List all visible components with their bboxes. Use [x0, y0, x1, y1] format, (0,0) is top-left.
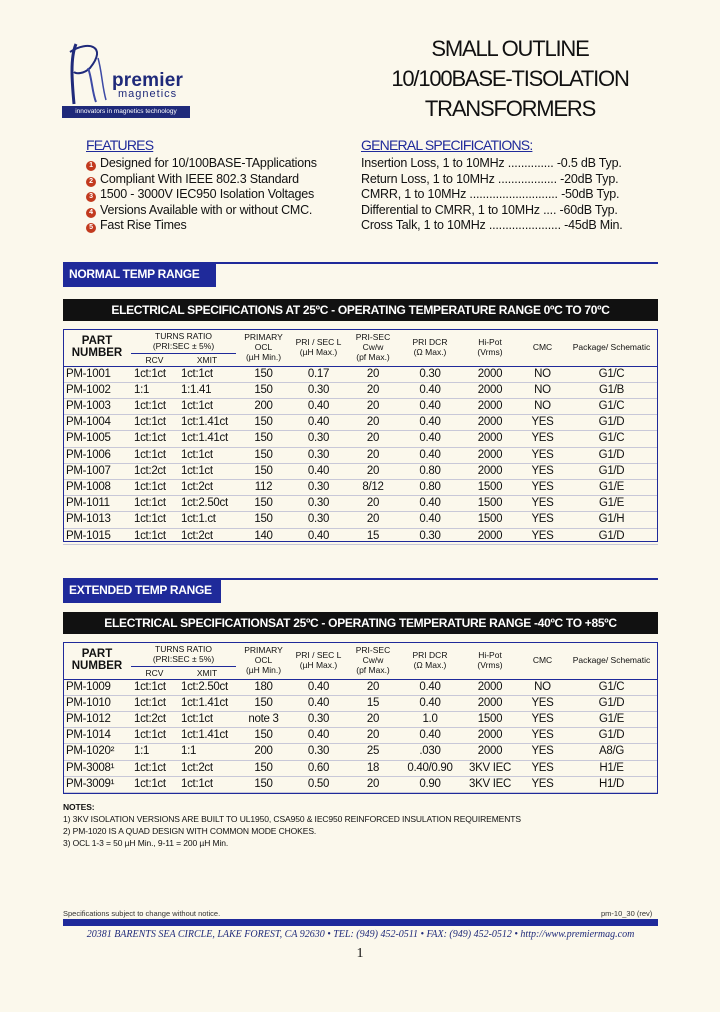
cell-dcr: .030 — [400, 744, 460, 760]
table-row — [63, 711, 658, 727]
cell-turns-rcv: 1:1 — [131, 744, 178, 760]
cell-ll: 0.30 — [291, 512, 346, 528]
header-turns-ratio: TURNS RATIO (PRI:SEC ± 5%) — [131, 329, 236, 353]
cell-part-number: PM-1001 — [63, 366, 131, 382]
cell-hipot: 2000 — [460, 447, 520, 463]
cell-dcr: 0.40 — [400, 695, 460, 711]
cell-ocl: 150 — [236, 366, 291, 382]
cell-turns-xmit: 1ct:2.50ct — [178, 496, 236, 512]
cell-ll: 0.40 — [291, 398, 346, 414]
features-list — [86, 156, 317, 234]
cell-dcr: 0.40 — [400, 679, 460, 695]
cell-package: G1/C — [565, 366, 658, 382]
bullet-number-icon: 4 — [86, 208, 96, 218]
header-ll: PRI / SEC L (µH Max.) — [291, 329, 346, 366]
cell-hipot: 2000 — [460, 366, 520, 382]
cell-turns-rcv: 1ct:1ct — [131, 447, 178, 463]
cell-package: G1/D — [565, 728, 658, 744]
header-turns-ratio: TURNS RATIO (PRI:SEC ± 5%) — [131, 642, 236, 666]
cell-package: G1/E — [565, 479, 658, 495]
notes-heading: NOTES: — [63, 802, 95, 812]
cell-turns-xmit: 1ct:1ct — [178, 398, 236, 414]
normal-temp-range-label: NORMAL TEMP RANGE — [63, 262, 216, 287]
cell-ll: 0.40 — [291, 679, 346, 695]
cell-part-number: PM-1015 — [63, 528, 131, 544]
cell-part-number: PM-3009¹ — [63, 776, 131, 792]
page-title — [340, 34, 680, 124]
cell-cmc: YES — [520, 463, 565, 479]
cell-ocl: 140 — [236, 528, 291, 544]
bullet-number-icon: 1 — [86, 161, 96, 171]
cell-hipot: 2000 — [460, 695, 520, 711]
cell-cww: 20 — [346, 415, 400, 431]
title-line-1: SMALL OUTLINE — [431, 36, 589, 61]
cell-hipot: 3KV IEC — [460, 776, 520, 792]
cell-turns-rcv: 1ct:2ct — [131, 463, 178, 479]
header-package: Package/ Schematic — [565, 642, 658, 679]
cell-cww: 20 — [346, 398, 400, 414]
cell-turns-xmit: 1ct:2ct — [178, 760, 236, 776]
cell-turns-xmit: 1ct:1ct — [178, 447, 236, 463]
cell-part-number: PM-1002 — [63, 382, 131, 398]
cell-dcr: 0.40 — [400, 728, 460, 744]
header-xmit: XMIT — [178, 353, 236, 366]
cell-cww: 15 — [346, 695, 400, 711]
cell-dcr: 0.40/0.90 — [400, 760, 460, 776]
cell-ocl: 150 — [236, 776, 291, 792]
note-item: 3) OCL 1-3 = 50 µH Min., 9-11 = 200 µH Min. — [63, 838, 229, 848]
cell-turns-xmit: 1ct:2ct — [178, 528, 236, 544]
general-spec-item: Cross Talk, 1 to 10MHz ...................... -45dB Min. — [361, 218, 623, 232]
title-line-2: 10/100BASE-TISOLATION — [391, 66, 629, 91]
cell-ocl: 150 — [236, 496, 291, 512]
cell-cww: 20 — [346, 776, 400, 792]
table-row — [63, 431, 658, 447]
table-row — [63, 382, 658, 398]
cell-turns-rcv: 1ct:1ct — [131, 776, 178, 792]
cell-ll: 0.60 — [291, 760, 346, 776]
cell-ll: 0.40 — [291, 415, 346, 431]
cell-hipot: 2000 — [460, 528, 520, 544]
cell-ll: 0.30 — [291, 496, 346, 512]
feature-item: 3 1500 - 3000V IEC950 Isolation Voltages — [86, 187, 317, 203]
cell-package: H1/E — [565, 760, 658, 776]
footer-disclaimer: Specifications subject to change without notice. — [63, 909, 221, 918]
cell-package: G1/D — [565, 463, 658, 479]
cell-ocl: 200 — [236, 398, 291, 414]
table-row — [63, 463, 658, 479]
cell-part-number: PM-1004 — [63, 415, 131, 431]
cell-ocl: 200 — [236, 744, 291, 760]
cell-turns-rcv: 1ct:1ct — [131, 496, 178, 512]
table-row — [63, 728, 658, 744]
cell-cww: 20 — [346, 679, 400, 695]
cell-cmc: NO — [520, 366, 565, 382]
cell-cmc: NO — [520, 679, 565, 695]
header-rcv: RCV — [131, 353, 178, 366]
header-xmit: XMIT — [178, 666, 236, 679]
cell-package: G1/B — [565, 382, 658, 398]
table-row — [63, 479, 658, 495]
cell-cmc: YES — [520, 744, 565, 760]
header-package: Package/ Schematic — [565, 329, 658, 366]
title-line-3: TRANSFORMERS — [424, 96, 596, 121]
cell-part-number: PM-1008 — [63, 479, 131, 495]
cell-ll: 0.40 — [291, 528, 346, 544]
cell-dcr: 0.40 — [400, 398, 460, 414]
cell-cmc: YES — [520, 528, 565, 544]
footer-doc-code: pm-10_30 (rev) — [601, 909, 653, 918]
normal-electrical-spec-heading: ELECTRICAL SPECIFICATIONS AT 25ºC - OPERATING TEMPERATURE RANGE 0ºC TO 70ºC — [63, 299, 658, 321]
cell-ocl: 150 — [236, 382, 291, 398]
cell-cww: 20 — [346, 447, 400, 463]
cell-cww: 20 — [346, 382, 400, 398]
general-spec-item: Differential to CMRR, 1 to 10MHz .... -60dB Typ. — [361, 202, 618, 217]
cell-hipot: 2000 — [460, 744, 520, 760]
extended-temp-range-label: EXTENDED TEMP RANGE — [63, 578, 221, 603]
cell-turns-rcv: 1ct:1ct — [131, 728, 178, 744]
header-hipot: Hi-Pot (Vrms) — [460, 642, 520, 679]
cell-package: A8/G — [565, 744, 658, 760]
header-dcr: PRI DCR (Ω Max.) — [400, 642, 460, 679]
cell-cww: 15 — [346, 528, 400, 544]
cell-dcr: 0.80 — [400, 463, 460, 479]
bullet-number-icon: 3 — [86, 192, 96, 202]
cell-package: G1/D — [565, 447, 658, 463]
cell-turns-rcv: 1ct:1ct — [131, 479, 178, 495]
cell-dcr: 0.30 — [400, 528, 460, 544]
general-spec-item: Insertion Loss, 1 to 10MHz .............. -0.5 dB Typ. — [361, 156, 622, 170]
feature-item: 1 Designed for 10/100BASE-TApplications — [86, 156, 317, 172]
cell-cmc: YES — [520, 711, 565, 727]
general-spec-item: CMRR, 1 to 10MHz ........................... -50dB Typ. — [361, 187, 620, 201]
cell-ll: 0.30 — [291, 431, 346, 447]
cell-turns-rcv: 1ct:2ct — [131, 711, 178, 727]
cell-turns-rcv: 1ct:1ct — [131, 679, 178, 695]
cell-ocl: 150 — [236, 431, 291, 447]
cell-ll: 0.17 — [291, 366, 346, 382]
cell-ll: 0.40 — [291, 695, 346, 711]
header-ocl: PRIMARY OCL (µH Min.) — [236, 642, 291, 679]
notes-section — [63, 801, 521, 849]
cell-turns-xmit: 1ct:1ct — [178, 711, 236, 727]
table-row — [63, 679, 658, 695]
cell-part-number: PM-1009 — [63, 679, 131, 695]
cell-cmc: YES — [520, 496, 565, 512]
cell-turns-xmit: 1ct:1ct — [178, 776, 236, 792]
table-row — [63, 496, 658, 512]
cell-cmc: YES — [520, 760, 565, 776]
header-dcr: PRI DCR (Ω Max.) — [400, 329, 460, 366]
cell-dcr: 0.90 — [400, 776, 460, 792]
cell-cmc: YES — [520, 479, 565, 495]
cell-cmc: YES — [520, 415, 565, 431]
cell-cww: 20 — [346, 711, 400, 727]
feature-item: 4 Versions Available with or without CMC. — [86, 203, 317, 219]
cell-part-number: PM-1003 — [63, 398, 131, 414]
cell-cmc: YES — [520, 447, 565, 463]
cell-turns-xmit: 1ct:1.41ct — [178, 695, 236, 711]
cell-hipot: 2000 — [460, 398, 520, 414]
cell-cww: 18 — [346, 760, 400, 776]
logo-brand-text: premier — [112, 70, 184, 91]
cell-turns-rcv: 1ct:1ct — [131, 415, 178, 431]
general-specs-list — [361, 156, 623, 234]
cell-turns-xmit: 1:1.41 — [178, 382, 236, 398]
table-header — [63, 329, 658, 366]
general-spec-item: Return Loss, 1 to 10MHz .................. -20dB Typ. — [361, 171, 619, 186]
cell-package: H1/D — [565, 776, 658, 792]
cell-cmc: YES — [520, 512, 565, 528]
cell-hipot: 2000 — [460, 463, 520, 479]
cell-package: G1/C — [565, 679, 658, 695]
cell-part-number: PM-1007 — [63, 463, 131, 479]
cell-package: G1/D — [565, 415, 658, 431]
extended-electrical-spec-heading: ELECTRICAL SPECIFICATIONSAT 25ºC - OPERATING TEMPERATURE RANGE -40ºC TO +85ºC — [63, 612, 658, 634]
table-row — [63, 528, 658, 544]
cell-turns-xmit: 1ct:1.41ct — [178, 728, 236, 744]
cell-turns-rcv: 1ct:1ct — [131, 398, 178, 414]
extended-range-spec-table — [63, 642, 658, 793]
cell-ocl: 150 — [236, 512, 291, 528]
cell-hipot: 1500 — [460, 496, 520, 512]
cell-turns-xmit: 1ct:1ct — [178, 366, 236, 382]
page-number: 1 — [356, 946, 364, 961]
header-cww: PRI-SEC Cw/w (pf Max.) — [346, 642, 400, 679]
cell-cmc: YES — [520, 695, 565, 711]
cell-package: G1/E — [565, 496, 658, 512]
header-ll: PRI / SEC L (µH Max.) — [291, 642, 346, 679]
table-row — [63, 695, 658, 711]
header-cmc: CMC — [520, 329, 565, 366]
cell-hipot: 1500 — [460, 512, 520, 528]
table-row — [63, 512, 658, 528]
header-part-number: PART NUMBER — [63, 642, 131, 679]
cell-turns-rcv: 1ct:1ct — [131, 695, 178, 711]
cell-part-number: PM-1010 — [63, 695, 131, 711]
cell-package: G1/E — [565, 711, 658, 727]
features-heading: FEATURES — [86, 137, 154, 153]
cell-ocl: 150 — [236, 728, 291, 744]
cell-ocl: 150 — [236, 415, 291, 431]
cell-ocl: 180 — [236, 679, 291, 695]
cell-dcr: 0.40 — [400, 447, 460, 463]
note-item: 2) PM-1020 IS A QUAD DESIGN WITH COMMON MODE CHOKES. — [63, 826, 317, 836]
cell-ll: 0.50 — [291, 776, 346, 792]
table-body — [63, 679, 658, 792]
cell-dcr: 0.30 — [400, 366, 460, 382]
header-rcv: RCV — [131, 666, 178, 679]
cell-ll: 0.30 — [291, 711, 346, 727]
cell-dcr: 0.40 — [400, 382, 460, 398]
cell-turns-xmit: 1:1 — [178, 744, 236, 760]
cell-hipot: 1500 — [460, 711, 520, 727]
normal-range-spec-table — [63, 329, 658, 545]
footer-address: 20381 BARENTS SEA CIRCLE, LAKE FOREST, CA 92630 • TEL: (949) 452-0511 • FAX: (949) 452-0512 • http://www.premiermag.com — [86, 929, 635, 940]
cell-hipot: 1500 — [460, 479, 520, 495]
cell-turns-xmit: 1ct:1.41ct — [178, 415, 236, 431]
cell-cww: 20 — [346, 463, 400, 479]
cell-part-number: PM-3008¹ — [63, 760, 131, 776]
cell-ocl: note 3 — [236, 711, 291, 727]
cell-turns-rcv: 1ct:1ct — [131, 512, 178, 528]
cell-turns-xmit: 1ct:1ct — [178, 463, 236, 479]
cell-package: G1/D — [565, 695, 658, 711]
cell-hipot: 3KV IEC — [460, 760, 520, 776]
cell-part-number: PM-1013 — [63, 512, 131, 528]
cell-cww: 20 — [346, 512, 400, 528]
cell-turns-rcv: 1ct:1ct — [131, 528, 178, 544]
cell-cww: 20 — [346, 366, 400, 382]
company-logo — [60, 38, 200, 120]
bullet-number-icon: 5 — [86, 223, 96, 233]
cell-package: G1/D — [565, 528, 658, 544]
cell-part-number: PM-1020² — [63, 744, 131, 760]
cell-turns-xmit: 1ct:2ct — [178, 479, 236, 495]
cell-package: G1/C — [565, 398, 658, 414]
cell-package: G1/H — [565, 512, 658, 528]
cell-cmc: YES — [520, 776, 565, 792]
cell-ocl: 150 — [236, 695, 291, 711]
header-part-number: PART NUMBER — [63, 329, 131, 366]
header-ocl: PRIMARY OCL (µH Min.) — [236, 329, 291, 366]
footer-rule — [63, 919, 658, 926]
cell-turns-xmit: 1ct:1.ct — [178, 512, 236, 528]
cell-cww: 20 — [346, 728, 400, 744]
cell-dcr: 1.0 — [400, 711, 460, 727]
cell-part-number: PM-1012 — [63, 711, 131, 727]
cell-turns-rcv: 1:1 — [131, 382, 178, 398]
premier-monogram-icon — [62, 38, 118, 108]
cell-ll: 0.40 — [291, 463, 346, 479]
table-row — [63, 744, 658, 760]
table-row — [63, 366, 658, 382]
logo-brand-subtext: magnetics — [118, 88, 178, 100]
cell-hipot: 2000 — [460, 728, 520, 744]
cell-cmc: NO — [520, 382, 565, 398]
cell-hipot: 2000 — [460, 382, 520, 398]
cell-dcr: 0.80 — [400, 479, 460, 495]
cell-dcr: 0.40 — [400, 496, 460, 512]
feature-item: 5 Fast Rise Times — [86, 218, 317, 234]
feature-item: 2 Compliant With IEEE 802.3 Standard — [86, 172, 317, 188]
cell-turns-rcv: 1ct:1ct — [131, 366, 178, 382]
cell-cww: 20 — [346, 496, 400, 512]
table-row — [63, 415, 658, 431]
logo-tagline: innovators in magnetics technology — [62, 106, 190, 118]
cell-ocl: 150 — [236, 760, 291, 776]
table-row — [63, 760, 658, 776]
table-row — [63, 398, 658, 414]
bullet-number-icon: 2 — [86, 177, 96, 187]
cell-cmc: YES — [520, 431, 565, 447]
cell-ocl: 112 — [236, 479, 291, 495]
cell-hipot: 2000 — [460, 679, 520, 695]
general-specs-heading: GENERAL SPECIFICATIONS: — [361, 137, 533, 153]
cell-cww: 25 — [346, 744, 400, 760]
cell-ocl: 150 — [236, 463, 291, 479]
table-body — [63, 366, 658, 544]
cell-dcr: 0.40 — [400, 512, 460, 528]
note-item: 1) 3KV ISOLATION VERSIONS ARE BUILT TO UL1950, CSA950 & IEC950 REINFORCED INSULATION REQUIREMENTS — [63, 814, 521, 824]
cell-ocl: 150 — [236, 447, 291, 463]
cell-turns-xmit: 1ct:2.50ct — [178, 679, 236, 695]
cell-part-number: PM-1005 — [63, 431, 131, 447]
cell-ll: 0.30 — [291, 382, 346, 398]
cell-cww: 8/12 — [346, 479, 400, 495]
cell-turns-rcv: 1ct:1ct — [131, 760, 178, 776]
cell-package: G1/C — [565, 431, 658, 447]
header-cww: PRI-SEC Cw/w (pf Max.) — [346, 329, 400, 366]
header-hipot: Hi-Pot (Vrms) — [460, 329, 520, 366]
table-row — [63, 776, 658, 792]
cell-hipot: 2000 — [460, 415, 520, 431]
cell-cww: 20 — [346, 431, 400, 447]
cell-turns-rcv: 1ct:1ct — [131, 431, 178, 447]
table-row — [63, 447, 658, 463]
cell-cmc: NO — [520, 398, 565, 414]
cell-hipot: 2000 — [460, 431, 520, 447]
header-cmc: CMC — [520, 642, 565, 679]
cell-part-number: PM-1014 — [63, 728, 131, 744]
cell-cmc: YES — [520, 728, 565, 744]
cell-dcr: 0.40 — [400, 431, 460, 447]
cell-turns-xmit: 1ct:1.41ct — [178, 431, 236, 447]
table-header — [63, 642, 658, 679]
cell-dcr: 0.40 — [400, 415, 460, 431]
cell-ll: 0.30 — [291, 447, 346, 463]
cell-ll: 0.30 — [291, 479, 346, 495]
cell-ll: 0.30 — [291, 744, 346, 760]
cell-part-number: PM-1011 — [63, 496, 131, 512]
cell-part-number: PM-1006 — [63, 447, 131, 463]
cell-ll: 0.40 — [291, 728, 346, 744]
